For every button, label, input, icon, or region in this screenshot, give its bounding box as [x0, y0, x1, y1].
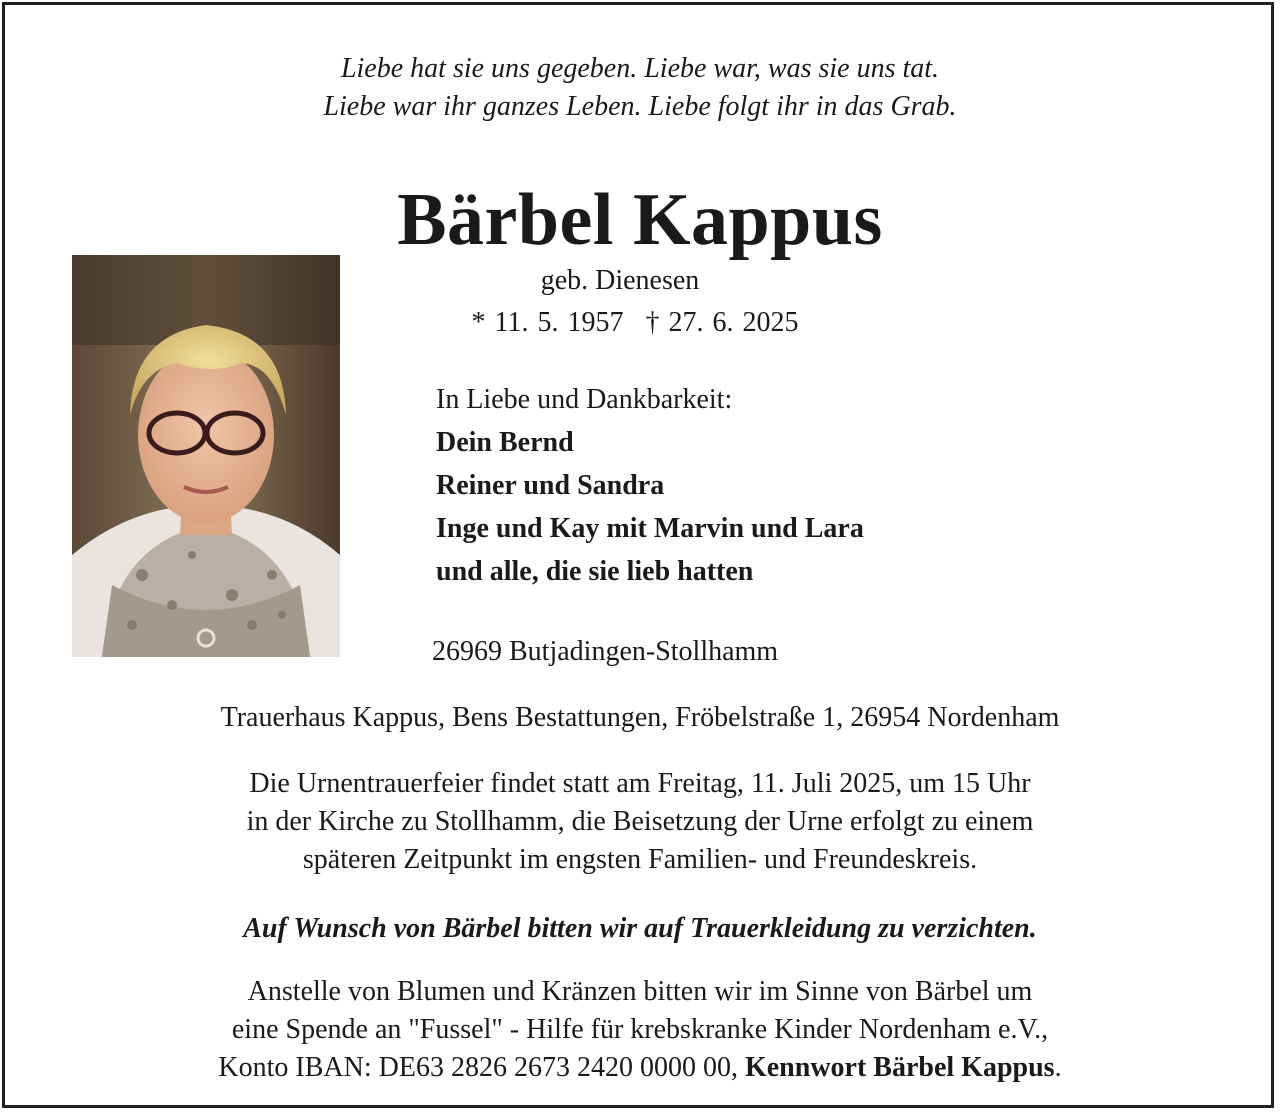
service-line-1: Die Urnentrauerfeier findet statt am Freitag, 11. Juli 2025, um 15 Uhr — [249, 768, 1031, 799]
deceased-name: Bärbel Kappus — [397, 179, 883, 261]
donation-line-3 — [0, 1049, 1280, 1087]
iban-text: Konto IBAN: DE63 2826 2673 2420 0000 00, — [218, 1052, 745, 1083]
portrait-photo — [72, 255, 340, 657]
portrait-photo-icon — [72, 255, 340, 657]
motto-verse — [0, 50, 1280, 126]
motto-line-2: Liebe war ihr ganzes Leben. Liebe folgt ihr in das Grab. — [323, 91, 957, 122]
donation-line-1: Anstelle von Blumen und Kränzen bitten wir im Sinne von Bärbel um — [247, 976, 1033, 1007]
mourner-line: Inge und Kay mit Marvin und Lara — [436, 513, 864, 544]
family-location: 26969 Butjadingen-Stollhamm — [432, 636, 779, 667]
mourners-block — [436, 378, 864, 593]
mourner-line: Reiner und Sandra — [436, 470, 665, 501]
service-line-2: in der Kirche zu Stollhamm, die Beisetzung der Urne erfolgt zu einem — [246, 806, 1034, 837]
service-details — [0, 765, 1280, 879]
donation-line-end: . — [1054, 1052, 1062, 1083]
life-dates — [250, 306, 1020, 340]
mourner-line: Dein Bernd — [436, 427, 574, 458]
donation-line-2: eine Spende an "Fussel" - Hilfe für krebskranke Kinder Nordenham e.V., — [231, 1014, 1049, 1045]
service-line-3: späteren Zeitpunkt im engsten Familien- und Freundeskreis. — [302, 844, 978, 875]
born-name: geb. Dienesen — [540, 265, 700, 296]
donation-request — [0, 973, 1280, 1087]
birth-date: * 11. 5. 1957 — [471, 307, 624, 338]
mourner-line: und alle, die sie lieb hatten — [436, 556, 754, 587]
funeral-home-address: Trauerhaus Kappus, Bens Bestattungen, Fröbelstraße 1, 26954 Nordenham — [220, 702, 1060, 733]
death-date: † 27. 6. 2025 — [645, 307, 799, 338]
motto-line-1: Liebe hat sie uns gegeben. Liebe war, was sie uns tat. — [340, 53, 940, 84]
mourners-intro: In Liebe und Dankbarkeit: — [436, 384, 733, 415]
donation-keyword: Kennwort Bärbel Kappus — [744, 1052, 1055, 1083]
dress-code-wish: Auf Wunsch von Bärbel bitten wir auf Trauerkleidung zu verzichten. — [243, 913, 1037, 944]
